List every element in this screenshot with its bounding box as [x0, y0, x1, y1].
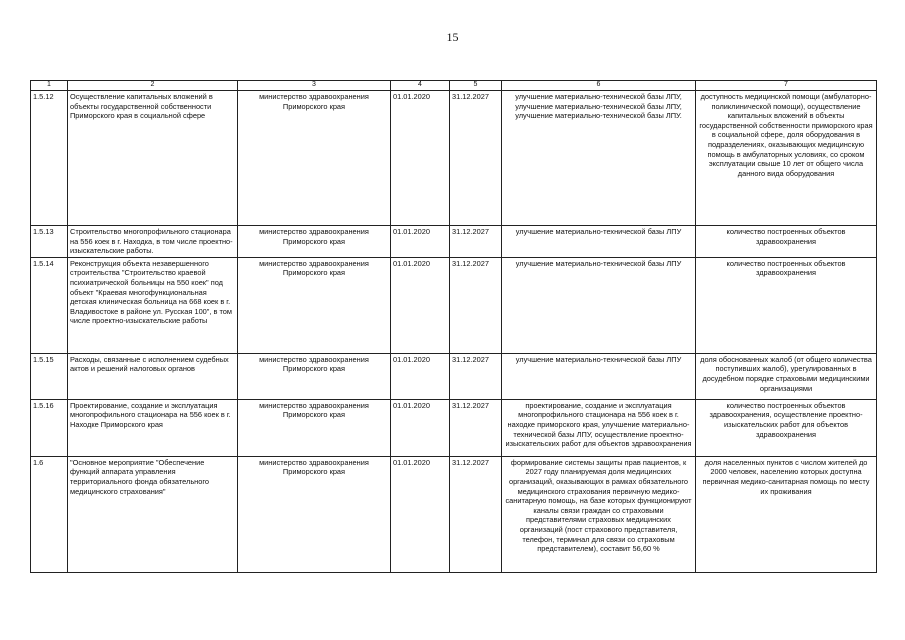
indicator: доступность медицинской помощи (амбулаторно-поликлинической помощи), осуществление капитальных вложений в объекты государственной собственности приморского края в социальной сфере, доля оборудования в подразделениях, оказывающих медицинскую помощь в амбулаторных условиях, со сроком эксплуатации свыше 10 лет от общего числа данного вида оборудования: [696, 91, 877, 226]
measure-number: 1.5.13: [31, 226, 68, 258]
measure-name: Реконструкция объекта незавершенного строительства "Строительство краевой психиатрической больницы на 550 коек" под объект "Краевая многофункциональная детская клиническая больница на 668 коек в г. Владивостоке в районе ул. Русская 100", в том числе проектно-изыскательские работы: [68, 257, 238, 353]
start-date: 01.01.2020: [391, 226, 450, 258]
end-date: 31.12.2027: [450, 257, 502, 353]
expected-result: проектирование, создание и эксплуатация многопрофильного стационара на 556 коек в г. находке приморского края, улучшение материально-технической базы ЛПУ, осуществление проектно-изыскательских работ для объектов здравоохранения: [502, 399, 696, 456]
end-date: 31.12.2027: [450, 456, 502, 572]
measures-table: [30, 80, 877, 573]
indicator: доля обоснованных жалоб (от общего количества поступивших жалоб), урегулированных в досудебном порядке страховыми медицинскими организациями: [696, 353, 877, 399]
start-date: 01.01.2020: [391, 91, 450, 226]
table-row: [31, 226, 877, 258]
expected-result: формирование системы защиты прав пациентов, к 2027 году планируемая доля медицинских организаций, оказывающих в рамках обязательного медицинского страхования первичную медико-санитарную помощь, на базе которых функционируют каналы связи граждан со страховыми представителями страховых медицинских организаций (пост страхового представителя, телефон, терминал для связи со страховым представителем), составит 56,60 %: [502, 456, 696, 572]
indicator: количество построенных объектов здравоохранения: [696, 226, 877, 258]
start-date: 01.01.2020: [391, 456, 450, 572]
table-row: [31, 353, 877, 399]
indicator: количество построенных объектов здравоохранения: [696, 257, 877, 353]
page-number: 15: [446, 30, 459, 44]
table-header-row: [31, 81, 877, 91]
column-header-3: 3: [238, 81, 391, 91]
end-date: 31.12.2027: [450, 91, 502, 226]
measure-number: 1.6: [31, 456, 68, 572]
expected-result: улучшение материально-технической базы ЛПУ: [502, 226, 696, 258]
measure-name: Строительство многопрофильного стационара на 556 коек в г. Находка, в том числе проектно-изыскательские работы.: [68, 226, 238, 258]
responsible-org: министерство здравоохранения Приморского края: [238, 353, 391, 399]
table-row: [31, 399, 877, 456]
column-header-7: 7: [696, 81, 877, 91]
measure-name: Проектирование, создание и эксплуатация многопрофильного стационара на 556 коек в г. Находке Приморского края: [68, 399, 238, 456]
measure-number: 1.5.14: [31, 257, 68, 353]
indicator: доля населенных пунктов с числом жителей до 2000 человек, населению которых доступна первичная медико-санитарная помощь по месту их проживания: [696, 456, 877, 572]
responsible-org: министерство здравоохранения Приморского края: [238, 257, 391, 353]
responsible-org: министерство здравоохранения Приморского края: [238, 399, 391, 456]
end-date: 31.12.2027: [450, 399, 502, 456]
column-header-1: 1: [31, 81, 68, 91]
measure-number: 1.5.12: [31, 91, 68, 226]
measure-name: Осуществление капитальных вложений в объекты государственной собственности Приморского края в социальной сфере: [68, 91, 238, 226]
responsible-org: министерство здравоохранения Приморского края: [238, 226, 391, 258]
responsible-org: министерство здравоохранения Приморского края: [238, 456, 391, 572]
expected-result: улучшение материально-технической базы ЛПУ, улучшение материально-технической базы ЛПУ, улучшение материально-технической базы ЛПУ.: [502, 91, 696, 226]
expected-result: улучшение материально-технической базы ЛПУ: [502, 257, 696, 353]
start-date: 01.01.2020: [391, 399, 450, 456]
responsible-org: министерство здравоохранения Приморского края: [238, 91, 391, 226]
measure-name: Расходы, связанные с исполнением судебных актов и решений налоговых органов: [68, 353, 238, 399]
column-header-4: 4: [391, 81, 450, 91]
end-date: 31.12.2027: [450, 353, 502, 399]
indicator: количество построенных объектов здравоохранения, осуществление проектно-изыскательских работ для объектов здравоохранения: [696, 399, 877, 456]
column-header-6: 6: [502, 81, 696, 91]
table-row: [31, 91, 877, 226]
expected-result: улучшение материально-технической базы ЛПУ: [502, 353, 696, 399]
table-row: [31, 456, 877, 572]
column-header-5: 5: [450, 81, 502, 91]
column-header-2: 2: [68, 81, 238, 91]
start-date: 01.01.2020: [391, 257, 450, 353]
end-date: 31.12.2027: [450, 226, 502, 258]
measure-number: 1.5.16: [31, 399, 68, 456]
measure-number: 1.5.15: [31, 353, 68, 399]
measure-name: "Основное мероприятие "Обеспечение функций аппарата управления территориального фонда обязательного медицинского страхования": [68, 456, 238, 572]
table-row: [31, 257, 877, 353]
start-date: 01.01.2020: [391, 353, 450, 399]
